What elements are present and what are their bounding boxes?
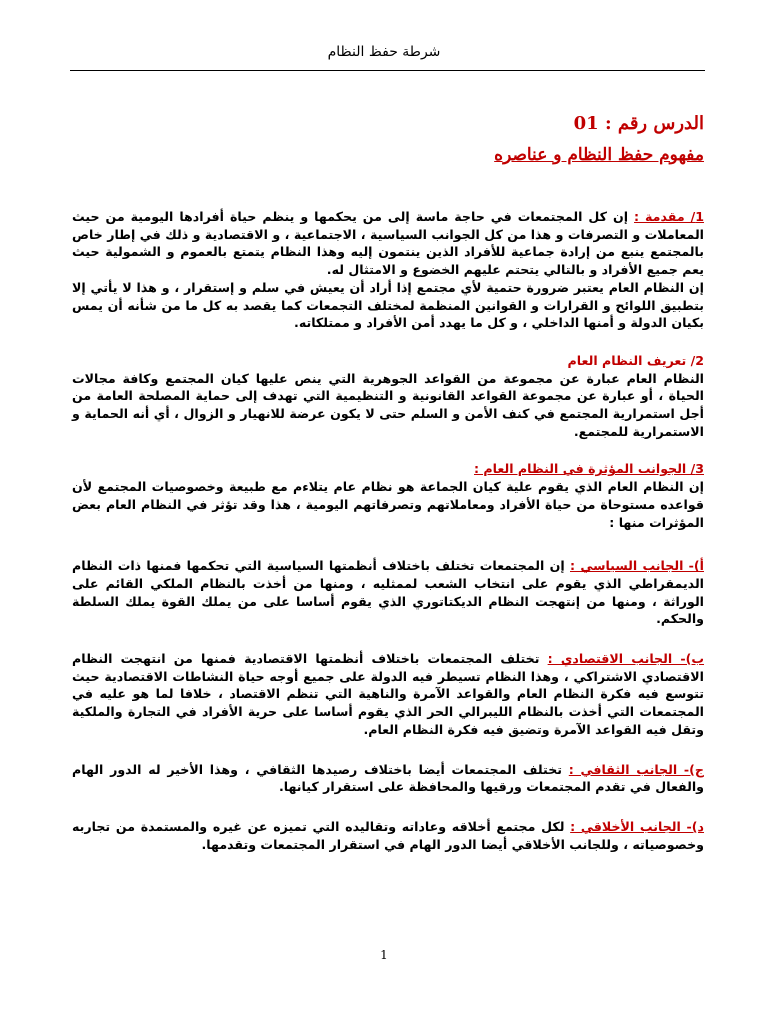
document-body	[72, 110, 704, 853]
section-text: النظام العام عبارة عن مجموعة من القواعد الجوهرية التي ينص عليها كيان المجتمع وكافة مجالات الحياة ، أو عبارة عن مجموعة القواعد القانونية و التنظيمية التي تهدف إلى حماية المصلحة العامة من أجل استمرارية المجتمع في كنف الأمن و السلم حتى لا يكون عرضة للانهيار و الزوال ، أي أنه الحماية و الاستمرارية للمجتمع.	[72, 370, 704, 439]
section-paragraph-2: إن النظام العام يعتبر ضرورة حتمية لأي مجتمع إذا أراد أن يعيش في سلم و إستقرار ، و هذا لا يأتي إلا بتطبيق اللوائح و القرارات و القوانين المنظمة لمختلف التجمعات كما يقصد به كل ما من شأنه أن يمس بكيان الدولة و أمنها الداخلي ، و كل ما يهدد أمن الأفراد و ممتلكاته.	[72, 279, 704, 331]
subsection-heading: د)- الجانب الأخلاقي :	[570, 818, 704, 834]
subsection-political	[72, 557, 704, 628]
subsection-heading: أ)- الجانب السياسي :	[570, 558, 704, 574]
section-introduction	[72, 208, 704, 332]
subsection-heading: ب)- الجانب الاقتصادي :	[547, 651, 705, 667]
subsection-text: تختلف المجتمعات أيضا باختلاف رصيدها الثقافي ، وهذا الأخير له الدور الهام والفعال في تقدم المجتمعات ورقيها والمحافظة على استقرار كيانها.	[72, 761, 704, 795]
lesson-heading	[72, 110, 704, 138]
subsection-heading: ج)- الجانب الثقافي :	[568, 761, 704, 777]
section-influences	[72, 460, 704, 531]
lesson-topic: مفهوم حفظ النظام و عناصره	[494, 145, 704, 165]
subsection-cultural	[72, 761, 704, 796]
section-heading: 1/ مقدمة :	[634, 209, 704, 224]
subsection-paragraph	[72, 818, 704, 853]
subsection-text: إن المجتمعات تختلف باختلاف أنظمتها السياسية التي تحكمها فمنها ذات النظام الديمقراطي الذي يقوم على انتخاب الشعب لممثليه ، ومنها من أخذت بالنظام الملكي القائم على الوراثة ، ومنها من إنتهجت النظام الديكتاتوري الذي يقوم أساسا على من يملك القوة يملك السلطة والحكم.	[72, 558, 704, 627]
page-header-title: شرطة حفظ النظام	[327, 44, 441, 60]
page-number: 1	[380, 948, 388, 962]
subsection-paragraph	[72, 650, 704, 739]
lesson-number: 01	[573, 113, 599, 134]
subsection-paragraph	[72, 761, 704, 796]
section-definition	[72, 352, 704, 441]
section-heading: 3/ الجوانب المؤثرة في النظام العام :	[474, 461, 704, 477]
section-text: إن كل المجتمعات في حاجة ماسة إلى من يحكمها و ينظم حياة أفرادها اليومية من حيث المعاملات و التصرفات و هذا من كل الجوانب السياسية ، الاجتماعية ، و الاقتصادية و ذلك في إطار خاص بالمجتمع ينبع من إرادة جماعية للأفراد الذين ينتمون إليه وهذا النظام يتمتع بالعموم و الشمولية حيث يعم جميع الأفراد و بالتالي يتحتم عليهم الخضوع و الامتثال له.	[72, 209, 704, 278]
section-text: إن النظام العام الذي يقوم علية كيان الجماعة هو نظام عام يتلاءم مع طبيعة وخصوصيات المجتمع لأن قواعده مستوحاة من حياة الأفراد ومعاملاتهم وتصرفاتهم اليومية ، هذا وقد تؤثر في النظام العام بعض المؤثرات منها :	[72, 479, 704, 530]
subsection-economic	[72, 650, 704, 739]
subsection-text: تختلف المجتمعات باختلاف أنظمتها الاقتصادية فمنها من انتهجت النظام الاقتصادي الاشتراكي ، وهذا النظام تسيطر فيه الدولة على جميع أوجه حياة النشاطات الاقتصادية حيث تتوسع فيه فكرة النظام العام والقواعد الآمرة والناهية التي تنظم الاقتصاد ، خلافا لما هو عليه في المجتمعات التي أخذت بالنظام الليبرالي الحر الذي يقوم أساسا على حرية الأفراد في التجارة والملكية وتقل فيه القواعد الآمرة وتضيق فيه فكرة النظام العام.	[72, 651, 704, 737]
section-heading: 2/ تعريف النظام العام	[567, 352, 704, 368]
subsection-paragraph	[72, 557, 704, 628]
lesson-label: الدرس رقم :	[604, 113, 704, 134]
section-paragraph	[72, 208, 704, 279]
subsection-text: لكل مجتمع أخلاقه وعاداته وتقاليده التي تميزه عن غيره والمستمدة من تجاربه وخصوصياته ، وللجانب الأخلاقي أيضا الدور الهام في استقرار المجتمعات وتقدمها.	[72, 818, 704, 852]
subsection-moral	[72, 818, 704, 853]
header-divider	[70, 70, 705, 71]
